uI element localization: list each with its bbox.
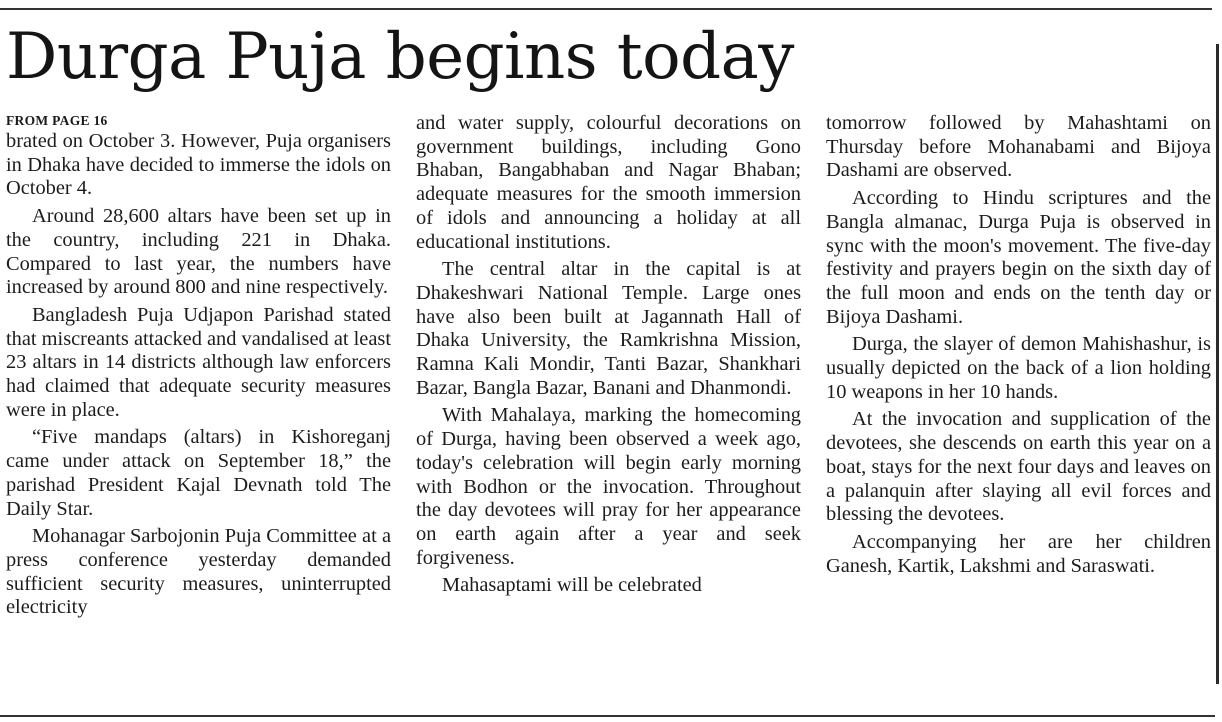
continuation-kicker: FROM PAGE 16 — [6, 113, 108, 128]
paragraph: Mahasaptami will be celebrated — [442, 574, 702, 597]
top-rule — [0, 8, 1212, 10]
right-column-rule — [1216, 44, 1219, 684]
paragraph: Mohanagar Sarbojonin Puja Committee at a press conference yesterday demanded sufficient security measures, uninterrupted electricity — [6, 525, 391, 619]
paragraph: According to Hindu scriptures and the Bangla almanac, Durga Puja is observed in sync with the moon's movement. The five-day festivity and prayers begin on the sixth day of the full moon and ends on the tenth day or Bijoya Dashami. — [826, 187, 1211, 328]
paragraph: brated on October 3. However, Puja organisers in Dhaka have decided to immerse the idols on October 4. — [6, 130, 391, 200]
paragraph: Around 28,600 altars have been set up in the country, including 221 in Dhaka. Compared to last year, the numbers have increased by around 800 and nine respectively. — [6, 205, 391, 299]
paragraph: Bangladesh Puja Udjapon Parishad stated that miscreants attacked and vandalised at least 23 altars in 14 districts although law enforcers had claimed that adequate security measures were in place. — [6, 303, 392, 421]
paragraph: and water supply, colourful decorations on government buildings, including Gono Bhaban, Bangabhaban and Nagar Bhaban; adequate measures for the smooth immersion of idols and announcing a holiday at all educational institutions. — [416, 112, 801, 253]
article-column-1 — [6, 112, 391, 624]
paragraph: Durga, the slayer of demon Mahishashur, is usually depicted on the back of a lion holding 10 weapons in her 10 hands. — [826, 333, 1211, 403]
paragraph: With Mahalaya, marking the homecoming of Durga, having been observed a week ago, today's celebration will begin early morning with Bodhon or the invocation. Throughout the day devotees will pray for her appearance on earth again after a year and seek forgiveness. — [416, 404, 801, 569]
paragraph: The central altar in the capital is at Dhakeshwari National Temple. Large ones have also been built at Jagannath Hall of Dhaka University, the Ramkrishna Mission, Ramna Kali Mondir, Tanti Bazar, Shankhari Bazar, Bangla Bazar, Banani and Dhanmondi. — [416, 258, 801, 399]
paragraph: tomorrow followed by Mahashtami on Thursday before Mohanabami and Bijoya Dashami are observed. — [826, 112, 1211, 182]
paragraph: Accompanying her are her children Ganesh, Kartik, Lakshmi and Saraswati. — [826, 530, 1211, 577]
article-column-2 — [416, 112, 801, 602]
bottom-rule — [0, 715, 1215, 717]
paragraph: “Five mandaps (altars) in Kishoreganj came under attack on September 18,” the parishad President Kajal Devnath told The Daily Star. — [6, 426, 391, 520]
headline: Durga Puja begins today — [6, 20, 794, 94]
article-column-3 — [826, 112, 1211, 582]
paragraph: At the invocation and supplication of the devotees, she descends on earth this year on a boat, stays for the next four days and leaves on a palanquin after slaying all evil forces and blessing the devotees. — [826, 408, 1211, 526]
